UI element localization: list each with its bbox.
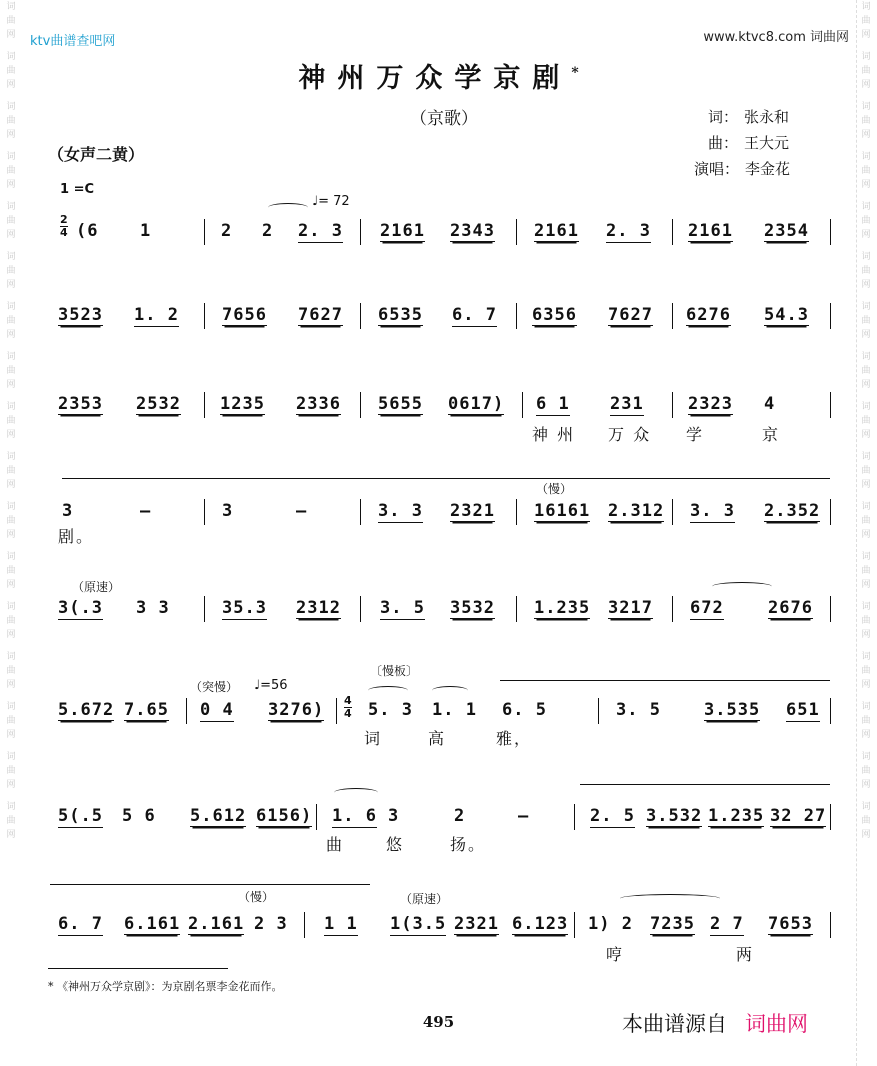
barline bbox=[360, 596, 361, 622]
note-group: 3 3 bbox=[136, 598, 170, 618]
note-group: – bbox=[296, 501, 308, 521]
page-number: 495 bbox=[422, 1013, 455, 1031]
watermark-text: 词 曲 网 bbox=[6, 752, 16, 790]
note-group: 6535 bbox=[378, 305, 423, 325]
note-group: 2. 3 bbox=[298, 221, 343, 241]
note-group: 2 bbox=[262, 221, 274, 241]
note-group: 54.3 bbox=[764, 305, 809, 325]
note-group: 2.161 bbox=[188, 914, 245, 934]
watermark-text: 词 曲 网 bbox=[861, 252, 871, 290]
note-group: (6 bbox=[76, 221, 99, 241]
slur-line bbox=[62, 478, 830, 479]
watermark-text: 词 曲 网 bbox=[861, 552, 871, 590]
barline bbox=[304, 912, 305, 938]
note-group: 6. 7 bbox=[452, 305, 497, 325]
watermark-text: 词 曲 网 bbox=[861, 352, 871, 390]
note-group: 1 1 bbox=[324, 914, 358, 934]
barline bbox=[672, 392, 673, 418]
watermark-text: 词 曲 网 bbox=[861, 602, 871, 640]
barline bbox=[830, 392, 831, 418]
note-group: 7627 bbox=[298, 305, 343, 325]
barline bbox=[574, 912, 575, 938]
barline bbox=[516, 499, 517, 525]
watermark-text: 词 曲 网 bbox=[6, 602, 16, 640]
tie-mark bbox=[368, 686, 408, 695]
note-group: 1) 2 bbox=[588, 914, 633, 934]
note-group: 5 6 bbox=[122, 806, 156, 826]
note-group: 1 bbox=[140, 221, 152, 241]
barline bbox=[672, 596, 673, 622]
note-group: 1. 2 bbox=[134, 305, 179, 325]
voice-label: （女声二黄） bbox=[48, 145, 145, 164]
credit-music: 曲： 王大元 bbox=[708, 134, 790, 152]
tie-mark bbox=[620, 894, 720, 903]
lyric: 雅， bbox=[496, 729, 533, 748]
watermark-text: 词 曲 网 bbox=[861, 752, 871, 790]
lyric: 京 bbox=[762, 425, 781, 444]
barline bbox=[830, 303, 831, 329]
note-group: 2312 bbox=[296, 598, 341, 618]
barline bbox=[830, 804, 831, 830]
note-group: 32 27 bbox=[770, 806, 827, 826]
lyric: 扬。 bbox=[450, 835, 487, 854]
note-group: 5. 3 bbox=[368, 700, 413, 720]
note-group: 3. 3 bbox=[378, 501, 423, 521]
lyric: 词 bbox=[364, 729, 383, 748]
barline bbox=[336, 698, 337, 724]
barline bbox=[360, 303, 361, 329]
watermark-text: 词 曲 网 bbox=[861, 402, 871, 440]
watermark-text: 词 曲 网 bbox=[6, 352, 16, 390]
credit-singer: 演唱： 李金花 bbox=[694, 160, 791, 178]
barline bbox=[516, 303, 517, 329]
note-group: 4 bbox=[764, 394, 776, 414]
barline bbox=[360, 219, 361, 245]
note-group: 3. 5 bbox=[380, 598, 425, 618]
tempo-slow-mark: （慢） bbox=[536, 482, 573, 496]
watermark-text: 词 曲 网 bbox=[861, 52, 871, 90]
barline bbox=[598, 698, 599, 724]
barline bbox=[574, 804, 575, 830]
note-group: 1.235 bbox=[708, 806, 765, 826]
watermark-text: 词 曲 网 bbox=[861, 452, 871, 490]
note-group: 3532 bbox=[450, 598, 495, 618]
genre-label: （京歌） bbox=[410, 109, 478, 129]
song-title-text: 神州万众学京剧 bbox=[298, 63, 572, 94]
note-group: 231 bbox=[610, 394, 644, 414]
slow-board-mark: 〔慢板〕 bbox=[370, 664, 419, 678]
tie-mark bbox=[432, 686, 468, 695]
watermark-text: 词 曲 网 bbox=[861, 652, 871, 690]
title-footnote-mark: * bbox=[571, 65, 579, 81]
note-group: 6.161 bbox=[124, 914, 181, 934]
note-group: 5.612 bbox=[190, 806, 247, 826]
watermark-text: 词 曲 网 bbox=[6, 152, 16, 190]
score-row-2 bbox=[58, 301, 834, 331]
barline bbox=[672, 219, 673, 245]
watermark-text: 词 曲 网 bbox=[6, 552, 16, 590]
lyric: 万 众 bbox=[608, 425, 652, 444]
note-group: 5655 bbox=[378, 394, 423, 414]
credits bbox=[694, 104, 791, 182]
right-watermark bbox=[857, 0, 875, 1066]
lyric: 悠 bbox=[386, 835, 405, 854]
watermark-text: 词 曲 网 bbox=[861, 102, 871, 140]
lyric: 哼 bbox=[606, 945, 625, 964]
watermark-text: 词 曲 网 bbox=[6, 402, 16, 440]
footnote-rule bbox=[48, 968, 228, 969]
watermark-text: 词 曲 网 bbox=[861, 152, 871, 190]
note-group: 35.3 bbox=[222, 598, 267, 618]
score-row-1 bbox=[58, 217, 834, 247]
slur-line bbox=[580, 784, 830, 785]
note-group: 2 bbox=[454, 806, 466, 826]
source-right: www.ktvc8.com 词曲网 bbox=[703, 30, 849, 45]
note-group: 16161 bbox=[534, 501, 591, 521]
score-row-8 bbox=[58, 910, 834, 940]
note-group: 7.65 bbox=[124, 700, 169, 720]
barline bbox=[672, 303, 673, 329]
barline bbox=[516, 219, 517, 245]
barline bbox=[522, 392, 523, 418]
lyric: 两 bbox=[736, 945, 755, 964]
watermark-text: 词 曲 网 bbox=[6, 652, 16, 690]
barline bbox=[204, 499, 205, 525]
watermark-text: 词 曲 网 bbox=[6, 202, 16, 240]
barline bbox=[830, 596, 831, 622]
note-group: 3 bbox=[62, 501, 74, 521]
barline bbox=[830, 499, 831, 525]
tie-mark bbox=[334, 788, 378, 797]
credit-lyrics: 词： 张永和 bbox=[708, 108, 790, 126]
footer-source: 本曲谱源自 词曲网 bbox=[622, 1012, 808, 1036]
note-group: 1. 6 bbox=[332, 806, 377, 826]
note-group: 0617) bbox=[448, 394, 505, 414]
barline bbox=[516, 596, 517, 622]
note-group: 2 3 bbox=[254, 914, 288, 934]
tie-mark bbox=[268, 203, 308, 212]
source-left: ktv曲谱查吧网 bbox=[30, 34, 116, 49]
lyric: 高 bbox=[428, 729, 447, 748]
note-group: – bbox=[140, 501, 152, 521]
note-group: 3. 3 bbox=[690, 501, 735, 521]
note-group: 2323 bbox=[688, 394, 733, 414]
note-group: 2343 bbox=[450, 221, 495, 241]
lyric: 曲 bbox=[326, 835, 345, 854]
note-group: 2161 bbox=[380, 221, 425, 241]
note-group: 5(.5 bbox=[58, 806, 103, 826]
note-group: 1.235 bbox=[534, 598, 591, 618]
left-watermark bbox=[2, 0, 20, 1066]
note-group: 7235 bbox=[650, 914, 695, 934]
note-group: 0 4 bbox=[200, 700, 234, 720]
note-group: 2. 3 bbox=[606, 221, 651, 241]
watermark-text: 词 曲 网 bbox=[6, 52, 16, 90]
note-group: 2353 bbox=[58, 394, 103, 414]
note-group: 3(.3 bbox=[58, 598, 103, 618]
note-group: 2. 5 bbox=[590, 806, 635, 826]
note-group: 2676 bbox=[768, 598, 813, 618]
note-group: 2.312 bbox=[608, 501, 665, 521]
watermark-text: 词 曲 网 bbox=[6, 302, 16, 340]
watermark-text: 词 曲 网 bbox=[6, 2, 16, 40]
watermark-text: 词 曲 网 bbox=[6, 102, 16, 140]
note-group: 651 bbox=[786, 700, 820, 720]
note-group: 2 bbox=[221, 221, 233, 241]
watermark-text: 词 曲 网 bbox=[861, 702, 871, 740]
time-signature-2-4: 2 4 bbox=[60, 213, 68, 239]
note-group: 1235 bbox=[220, 394, 265, 414]
note-group: – bbox=[518, 806, 530, 826]
note-group: 1(3.5 bbox=[390, 914, 447, 934]
note-group: 2.352 bbox=[764, 501, 821, 521]
note-group: 1. 1 bbox=[432, 700, 477, 720]
note-group: 7656 bbox=[222, 305, 267, 325]
note-group: 6156) bbox=[256, 806, 313, 826]
note-group: 6356 bbox=[532, 305, 577, 325]
note-group: 3523 bbox=[58, 305, 103, 325]
slur-line bbox=[500, 680, 830, 681]
note-group: 3217 bbox=[608, 598, 653, 618]
note-group: 2161 bbox=[688, 221, 733, 241]
watermark-text: 词 曲 网 bbox=[6, 502, 16, 540]
note-group: 2161 bbox=[534, 221, 579, 241]
score-row-6 bbox=[58, 696, 834, 726]
barline bbox=[186, 698, 187, 724]
note-group: 6 1 bbox=[536, 394, 570, 414]
note-group: 2321 bbox=[454, 914, 499, 934]
lyric: 学 bbox=[686, 425, 705, 444]
note-group: 7627 bbox=[608, 305, 653, 325]
score-row-7 bbox=[58, 802, 834, 832]
watermark-text: 词 曲 网 bbox=[6, 702, 16, 740]
note-group: 3.535 bbox=[704, 700, 761, 720]
watermark-text: 词 曲 网 bbox=[861, 302, 871, 340]
tie-mark bbox=[712, 582, 772, 591]
note-group: 3.532 bbox=[646, 806, 703, 826]
slur-line bbox=[50, 884, 370, 885]
score-row-3 bbox=[58, 390, 834, 420]
footer-site-link[interactable]: 词曲网 bbox=[745, 1012, 808, 1036]
note-group: 2 7 bbox=[710, 914, 744, 934]
barline bbox=[204, 392, 205, 418]
barline bbox=[316, 804, 317, 830]
note-group: 6276 bbox=[686, 305, 731, 325]
right-border bbox=[856, 0, 857, 1066]
note-group: 3 bbox=[388, 806, 400, 826]
barline bbox=[830, 698, 831, 724]
tempo-56: ♩=56 bbox=[254, 678, 288, 693]
barline bbox=[204, 219, 205, 245]
lyric: 剧。 bbox=[58, 527, 95, 546]
watermark-text: 词 曲 网 bbox=[6, 452, 16, 490]
note-group: 6. 7 bbox=[58, 914, 103, 934]
time-signature-4-4: 4 4 bbox=[344, 694, 352, 720]
tempo-slow-mark-2: （慢） bbox=[238, 890, 275, 904]
barline bbox=[672, 499, 673, 525]
note-group: 672 bbox=[690, 598, 724, 618]
song-title bbox=[0, 56, 877, 95]
footnote: * 《神州万众学京剧》：为京剧名票李金花而作。 bbox=[48, 980, 283, 993]
watermark-text: 词 曲 网 bbox=[6, 252, 16, 290]
note-group: 6.123 bbox=[512, 914, 569, 934]
barline bbox=[830, 219, 831, 245]
key-signature: 1 =C bbox=[60, 182, 95, 197]
note-group: 3276) bbox=[268, 700, 325, 720]
note-group: 2336 bbox=[296, 394, 341, 414]
barline bbox=[360, 392, 361, 418]
watermark-text: 词 曲 网 bbox=[861, 2, 871, 40]
note-group: 7653 bbox=[768, 914, 813, 934]
note-group: 5.672 bbox=[58, 700, 115, 720]
note-group: 2532 bbox=[136, 394, 181, 414]
score-row-5 bbox=[58, 594, 834, 624]
note-group: 6. 5 bbox=[502, 700, 547, 720]
barline bbox=[360, 499, 361, 525]
tempo-original-mark-2: （原速） bbox=[400, 892, 449, 906]
note-group: 3 bbox=[222, 501, 234, 521]
watermark-text: 词 曲 网 bbox=[6, 802, 16, 840]
barline bbox=[204, 596, 205, 622]
note-group: 2354 bbox=[764, 221, 809, 241]
sudden-slow-mark: （突慢） bbox=[190, 680, 239, 694]
lyric: 神 州 bbox=[532, 425, 576, 444]
note-group: 3. 5 bbox=[616, 700, 661, 720]
tempo-72: ♩= 72 bbox=[312, 194, 350, 209]
tempo-original-mark: （原速） bbox=[72, 580, 121, 594]
watermark-text: 词 曲 网 bbox=[861, 202, 871, 240]
note-group: 2321 bbox=[450, 501, 495, 521]
score-row-4 bbox=[58, 497, 834, 527]
watermark-text: 词 曲 网 bbox=[861, 802, 871, 840]
watermark-text: 词 曲 网 bbox=[861, 502, 871, 540]
barline bbox=[830, 912, 831, 938]
barline bbox=[204, 303, 205, 329]
